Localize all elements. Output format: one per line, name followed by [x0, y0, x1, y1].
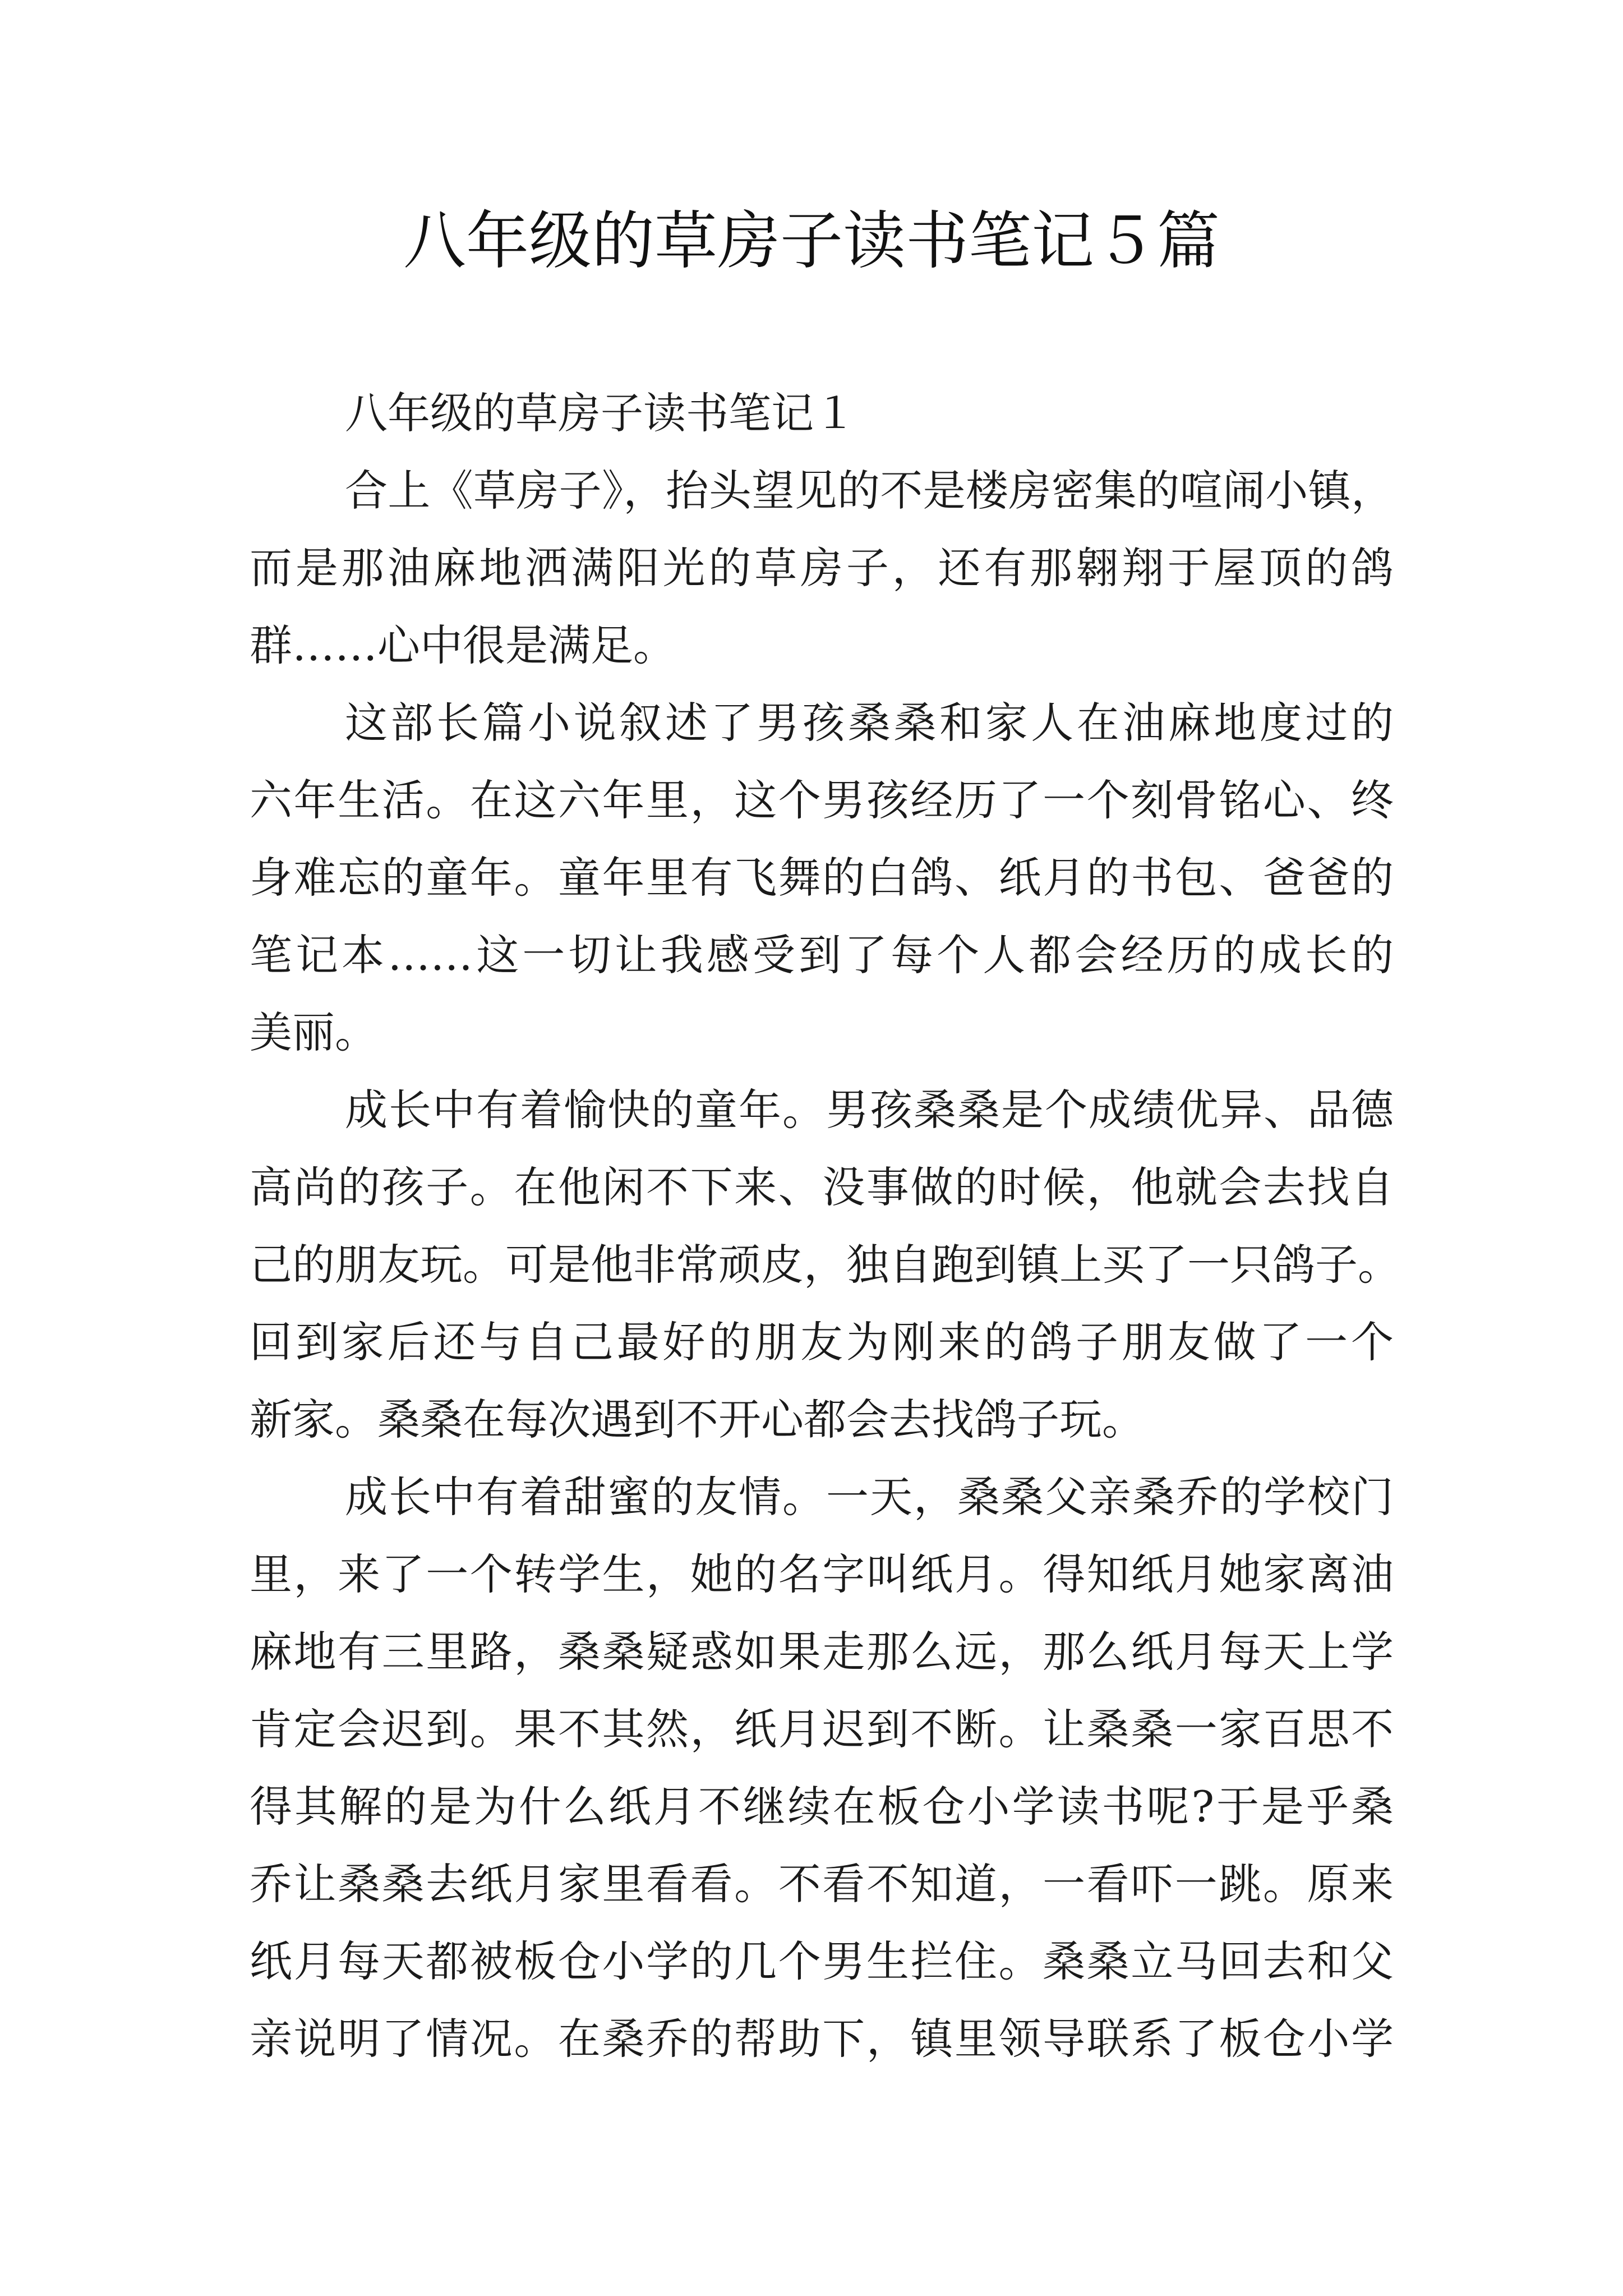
paragraph-4-line-6: 乔让桑桑去纸月家里看看。不看不知道，一看吓一跳。原来	[250, 1859, 1394, 1909]
paragraph-3-line-1: 成长中有着愉快的童年。男孩桑桑是个成绩优异、品德	[345, 1085, 1394, 1135]
paragraph-2-line-5: 美丽。	[250, 1007, 377, 1057]
paragraph-2-line-1: 这部长篇小说叙述了男孩桑桑和家人在油麻地度过的	[345, 698, 1394, 748]
paragraph-3-line-4: 回到家后还与自己最好的朋友为刚来的鸽子朋友做了一个	[250, 1317, 1394, 1367]
paragraph-2-line-2: 六年生活。在这六年里，这个男孩经历了一个刻骨铭心、终	[250, 775, 1394, 825]
paragraph-3-line-3: 己的朋友玩。可是他非常顽皮，独自跑到镇上买了一只鸽子。	[250, 1240, 1400, 1290]
paragraph-2-line-3: 身难忘的童年。童年里有飞舞的白鸽、纸月的书包、爸爸的	[250, 853, 1394, 903]
document-body	[250, 375, 1400, 2078]
paragraph-2-line-4: 笔记本……这一切让我感受到了每个人都会经历的成长的	[250, 930, 1394, 980]
paragraph-4-line-3: 麻地有三里路，桑桑疑惑如果走那么远，那么纸月每天上学	[250, 1627, 1394, 1677]
paragraph-1-line-3: 群……心中很是满足。	[250, 620, 676, 670]
paragraph-4-line-5: 得其解的是为什么纸月不继续在板仓小学读书呢?于是乎桑	[250, 1782, 1394, 1832]
paragraph-4-line-1: 成长中有着甜蜜的友情。一天，桑桑父亲桑乔的学校门	[345, 1472, 1394, 1522]
paragraph-4-line-8: 亲说明了情况。在桑乔的帮助下，镇里领导联系了板仓小学	[250, 2014, 1394, 2064]
paragraph-3-line-2: 高尚的孩子。在他闲不下来、没事做的时候，他就会去找自	[250, 1162, 1394, 1212]
paragraph-4-line-4: 肯定会迟到。果不其然，纸月迟到不断。让桑桑一家百思不	[250, 1704, 1394, 1754]
paragraph-4-line-2: 里，来了一个转学生，她的名字叫纸月。得知纸月她家离油	[250, 1549, 1394, 1599]
paragraph-1-line-2: 而是那油麻地洒满阳光的草房子，还有那翱翔于屋顶的鸽	[250, 543, 1394, 593]
paragraph-4-line-7: 纸月每天都被板仓小学的几个男生拦住。桑桑立马回去和父	[250, 1936, 1394, 1986]
document-title: 八年级的草房子读书笔记５篇	[403, 205, 1220, 278]
paragraph-3-line-5: 新家。桑桑在每次遇到不开心都会去找鸽子玩。	[250, 1395, 1145, 1444]
paragraph-1-line-1: 合上《草房子》，抬头望见的不是楼房密集的喧闹小镇，	[345, 466, 1394, 516]
section-heading: 八年级的草房子读书笔记１	[345, 388, 856, 438]
